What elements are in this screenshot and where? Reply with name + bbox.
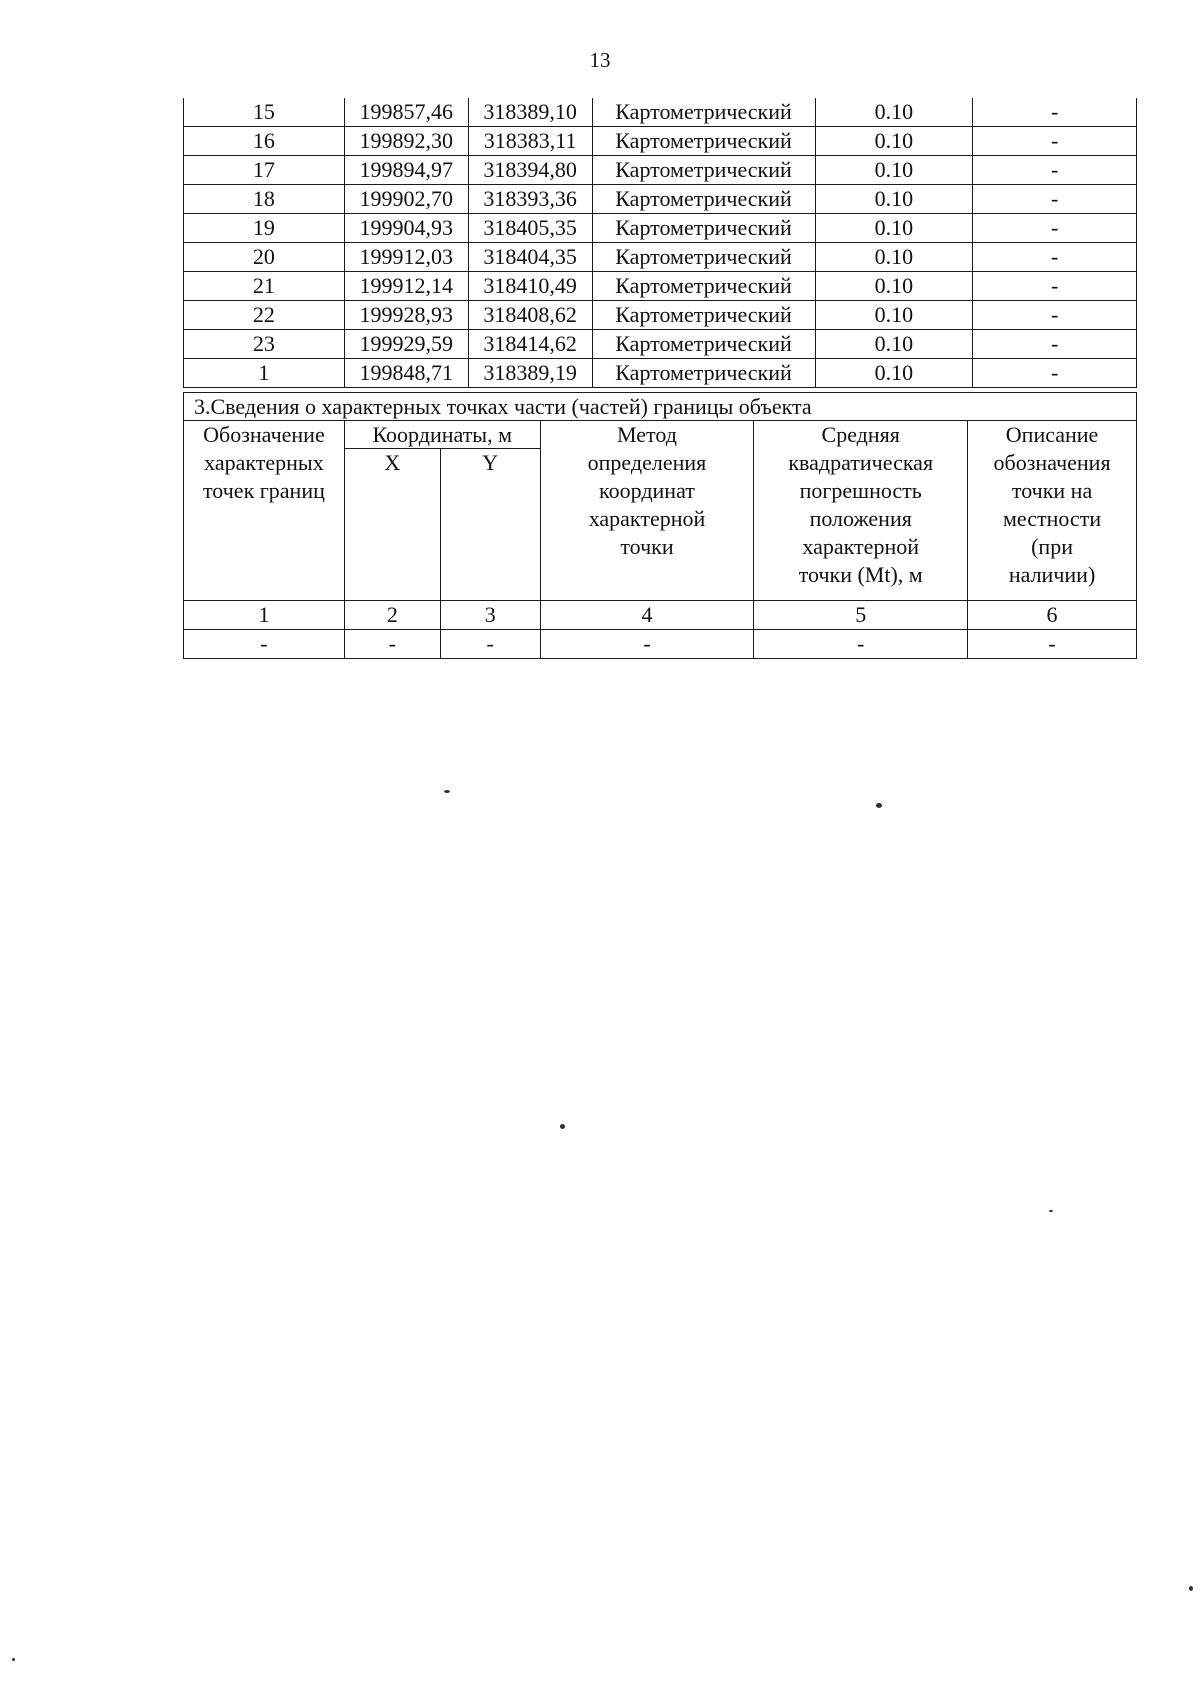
x-coordinate-cell: 199904,93 (344, 214, 468, 243)
accuracy-cell: 0.10 (815, 330, 973, 359)
scan-speck (444, 790, 450, 793)
point-id-cell: 18 (184, 185, 345, 214)
description-cell: - (973, 185, 1137, 214)
description-cell: - (973, 301, 1137, 330)
description-cell: - (973, 98, 1137, 127)
method-cell: Картометрический (592, 127, 815, 156)
scan-speck (1189, 1586, 1193, 1591)
description-header: Описание обозначения точки на местности (при наличии) (968, 421, 1137, 601)
scan-speck (12, 1658, 15, 1661)
x-coordinate-cell: 199892,30 (344, 127, 468, 156)
x-header: X (344, 449, 440, 601)
method-cell: Картометрический (592, 301, 815, 330)
method-cell: Картометрический (592, 185, 815, 214)
accuracy-cell: 0.10 (815, 185, 973, 214)
y-coordinate-cell: 318414,62 (468, 330, 592, 359)
point-id-cell: 20 (184, 243, 345, 272)
accuracy-cell: 0.10 (815, 127, 973, 156)
table-row (184, 330, 1137, 359)
coordinates-header: Координаты, м (344, 421, 540, 449)
method-cell: Картометрический (592, 98, 815, 127)
column-number: 4 (540, 601, 754, 630)
table-row (184, 214, 1137, 243)
x-coordinate-cell: 199857,46 (344, 98, 468, 127)
point-id-cell: 23 (184, 330, 345, 359)
x-coordinate-cell: 199902,70 (344, 185, 468, 214)
point-id-cell: 21 (184, 272, 345, 301)
y-coordinate-cell: 318389,19 (468, 359, 592, 388)
x-coordinate-cell: 199912,14 (344, 272, 468, 301)
data-cell: - (968, 630, 1137, 659)
accuracy-cell: 0.10 (815, 156, 973, 185)
section-title: 3.Сведения о характерных точках части (частей) границы объекта (184, 393, 1137, 421)
table-row (184, 359, 1137, 388)
y-coordinate-cell: 318389,10 (468, 98, 592, 127)
column-number: 5 (754, 601, 968, 630)
y-coordinate-cell: 318408,62 (468, 301, 592, 330)
scan-speck (1049, 1210, 1053, 1212)
designation-header: Обозначение характерных точек границ (184, 421, 345, 601)
column-numbers-row (184, 601, 1137, 630)
description-cell: - (973, 243, 1137, 272)
scan-speck (876, 803, 882, 808)
x-coordinate-cell: 199848,71 (344, 359, 468, 388)
point-id-cell: 22 (184, 301, 345, 330)
method-cell: Картометрический (592, 214, 815, 243)
point-id-cell: 19 (184, 214, 345, 243)
scan-speck (560, 1124, 565, 1129)
boundary-parts-points-table (183, 392, 1137, 659)
description-cell: - (973, 359, 1137, 388)
x-coordinate-cell: 199912,03 (344, 243, 468, 272)
table-row (184, 156, 1137, 185)
table-row (184, 272, 1137, 301)
description-cell: - (973, 156, 1137, 185)
y-coordinate-cell: 318404,35 (468, 243, 592, 272)
description-cell: - (973, 214, 1137, 243)
column-number: 2 (344, 601, 440, 630)
y-coordinate-cell: 318405,35 (468, 214, 592, 243)
method-cell: Картометрический (592, 330, 815, 359)
column-number: 1 (184, 601, 345, 630)
y-coordinate-cell: 318393,36 (468, 185, 592, 214)
table-row (184, 127, 1137, 156)
data-cell: - (440, 630, 540, 659)
data-cell: - (184, 630, 345, 659)
table-row (184, 301, 1137, 330)
y-header: Y (440, 449, 540, 601)
description-cell: - (973, 330, 1137, 359)
y-coordinate-cell: 318394,80 (468, 156, 592, 185)
accuracy-cell: 0.10 (815, 214, 973, 243)
table-row (184, 630, 1137, 659)
method-cell: Картометрический (592, 272, 815, 301)
method-cell: Картометрический (592, 156, 815, 185)
x-coordinate-cell: 199929,59 (344, 330, 468, 359)
page-number: 13 (589, 48, 611, 72)
data-cell: - (344, 630, 440, 659)
point-id-cell: 15 (184, 98, 345, 127)
point-id-cell: 16 (184, 127, 345, 156)
accuracy-cell: 0.10 (815, 98, 973, 127)
accuracy-cell: 0.10 (815, 301, 973, 330)
accuracy-header: Средняя квадратическая погрешность положения характерной точки (Mt), м (754, 421, 968, 601)
coordinates-table-continued (183, 98, 1137, 388)
method-header: Метод определения координат характерной точки (540, 421, 754, 601)
point-id-cell: 17 (184, 156, 345, 185)
column-number: 6 (968, 601, 1137, 630)
accuracy-cell: 0.10 (815, 243, 973, 272)
accuracy-cell: 0.10 (815, 359, 973, 388)
y-coordinate-cell: 318383,11 (468, 127, 592, 156)
table-row (184, 98, 1137, 127)
table-row (184, 243, 1137, 272)
data-cell: - (754, 630, 968, 659)
x-coordinate-cell: 199928,93 (344, 301, 468, 330)
x-coordinate-cell: 199894,97 (344, 156, 468, 185)
accuracy-cell: 0.10 (815, 272, 973, 301)
description-cell: - (973, 127, 1137, 156)
method-cell: Картометрический (592, 359, 815, 388)
y-coordinate-cell: 318410,49 (468, 272, 592, 301)
point-id-cell: 1 (184, 359, 345, 388)
method-cell: Картометрический (592, 243, 815, 272)
data-cell: - (540, 630, 754, 659)
table-row (184, 185, 1137, 214)
column-number: 3 (440, 601, 540, 630)
description-cell: - (973, 272, 1137, 301)
